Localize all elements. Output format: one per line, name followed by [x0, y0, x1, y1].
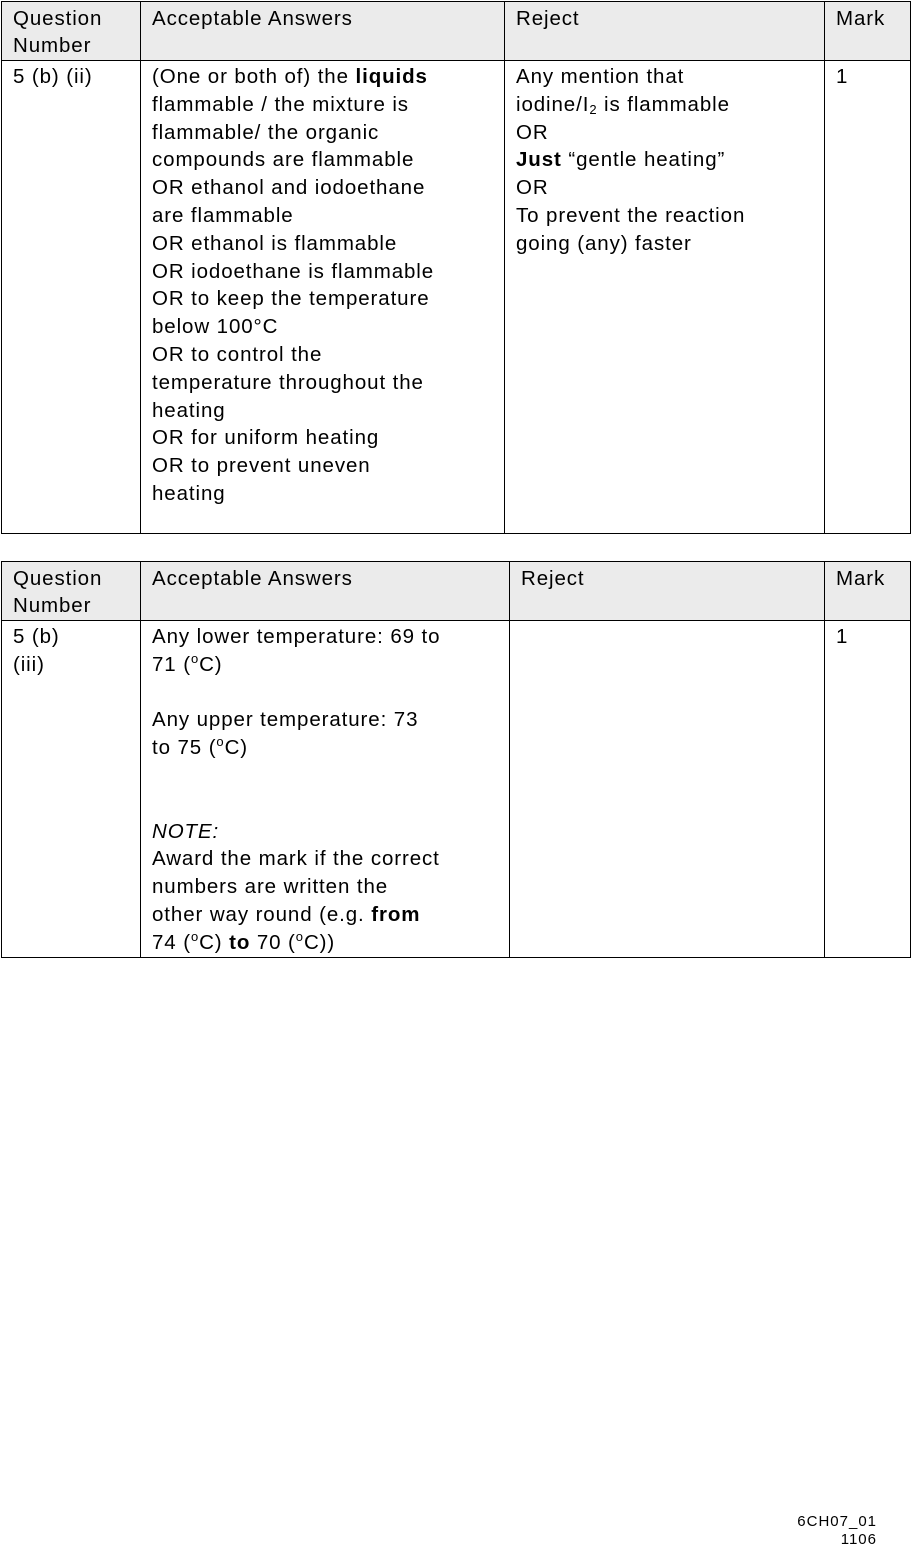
mark-scheme-table-5b-iii: [1, 561, 911, 958]
answer-emphasis: liquids: [355, 65, 428, 88]
answer-text: C): [224, 736, 248, 760]
answer-line: compounds are flammable: [152, 148, 415, 172]
header-question-number: Question Number: [2, 2, 141, 61]
question-number-line: 5 (b): [13, 625, 60, 648]
answer-line: [152, 63, 496, 91]
answer-line: flammable / the mixture is: [152, 92, 409, 116]
reject-line: going (any) faster: [516, 231, 692, 255]
reject-line: To prevent the reaction: [516, 203, 746, 227]
answer-text: 71 (: [152, 652, 191, 676]
mark-cell: 1: [825, 621, 911, 958]
answer-text: to 75 (: [152, 736, 217, 760]
reject-text: is flammable: [597, 92, 730, 116]
answer-line: OR to keep the temperature: [152, 287, 430, 311]
acceptable-answers-cell: [141, 621, 510, 958]
header-mark: Mark: [825, 2, 911, 61]
question-number-line: (iii): [13, 652, 45, 676]
degree-superscript: o: [216, 734, 225, 750]
question-number-cell: [2, 621, 141, 958]
answer-line: OR iodoethane is flammable: [152, 259, 435, 283]
note-line: [152, 901, 501, 929]
reject-cell: [505, 61, 825, 534]
table-header-row: [2, 562, 911, 621]
answer-line: [152, 734, 501, 762]
answer-line: [152, 651, 501, 679]
answer-line: OR to prevent uneven: [152, 454, 371, 478]
degree-superscript: o: [295, 928, 304, 944]
answer-line: Any lower temperature: 69 to: [152, 625, 441, 648]
reject-line: [516, 91, 816, 119]
degree-superscript: o: [190, 650, 200, 666]
answer-line: OR ethanol is flammable: [152, 231, 398, 255]
note-line: [152, 929, 501, 957]
note-text: 70 (: [250, 930, 296, 954]
header-question-number: Question Number: [2, 562, 141, 621]
note-text: C): [199, 930, 230, 954]
header-reject: Reject: [510, 562, 825, 621]
header-mark: Mark: [825, 562, 911, 621]
reject-line: Any mention that: [516, 65, 685, 88]
degree-superscript: o: [190, 928, 200, 944]
reject-emphasis: Just: [516, 148, 562, 172]
answer-line: heating: [152, 398, 226, 422]
reject-text: iodine/I: [516, 92, 590, 116]
question-number-cell: 5 (b) (ii): [2, 61, 141, 534]
table-header-row: [2, 2, 911, 61]
answer-line: OR ethanol and iodoethane: [152, 176, 426, 200]
spacer: [152, 762, 501, 790]
answer-text: C): [199, 652, 223, 676]
reject-cell: [510, 621, 825, 958]
note-line: numbers are written the: [152, 875, 389, 899]
answer-line: heating: [152, 481, 226, 505]
header-acceptable-answers: Acceptable Answers: [141, 562, 510, 621]
spacer: [152, 679, 501, 707]
reject-or: OR: [516, 176, 549, 200]
answer-line: flammable/ the organic: [152, 120, 380, 144]
answer-line: are flammable: [152, 203, 294, 227]
note-text: other way round (e.g.: [152, 902, 372, 926]
mark-cell: 1: [825, 61, 911, 534]
answer-line: Any upper temperature: 73: [152, 708, 419, 732]
spacer: [152, 790, 501, 818]
reject-line: [516, 146, 816, 174]
session-code: 1106: [840, 1531, 877, 1548]
note-line: Award the mark if the correct: [152, 847, 440, 871]
acceptable-answers-cell: [141, 61, 505, 534]
note-emphasis: from: [371, 902, 421, 926]
answer-line: temperature throughout the: [152, 370, 424, 394]
subscript-2: 2: [589, 101, 598, 117]
answer-line: OR for uniform heating: [152, 426, 380, 450]
note-text: C)): [303, 930, 336, 954]
note-emphasis: to: [229, 930, 251, 954]
table-row: [2, 621, 911, 958]
answer-line: below 100°C: [152, 315, 279, 339]
table-row: [2, 61, 911, 534]
note-text: 74 (: [152, 930, 191, 954]
reject-text: “gentle heating”: [561, 148, 726, 172]
page-footer: [740, 1513, 877, 1549]
paper-code: 6CH07_01: [797, 1513, 877, 1530]
answer-text: (One or both of) the: [152, 65, 356, 88]
mark-scheme-table-5b-ii: [1, 1, 911, 534]
reject-or: OR: [516, 120, 549, 144]
header-reject: Reject: [505, 2, 825, 61]
answer-line: OR to control the: [152, 342, 323, 366]
note-label: NOTE:: [152, 819, 220, 843]
header-acceptable-answers: Acceptable Answers: [141, 2, 505, 61]
